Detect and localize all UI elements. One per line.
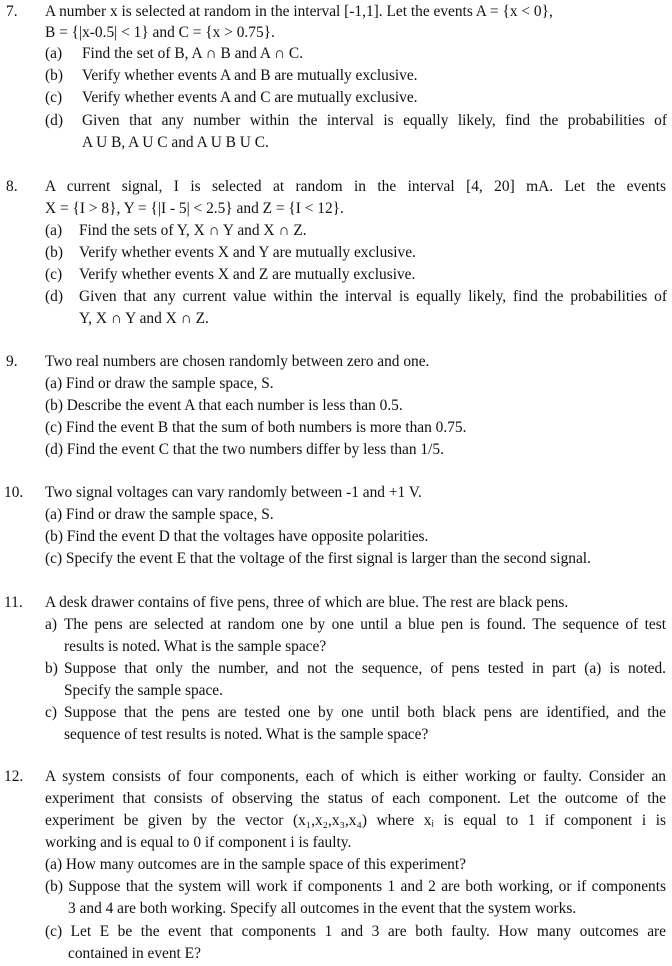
part-text: Given that any number within the interval is equally likely, find the probabilities of (82, 112, 667, 129)
part-label: a) (45, 616, 57, 633)
part-text: (b) Suppose that the system will work if components 1 and 2 are both working, or if components (45, 878, 666, 895)
part-text: Suppose that the pens are tested one by one until both black pens are identified, and the (64, 704, 666, 721)
part-text: (a) Find or draw the sample space, S. (45, 375, 274, 392)
part-text: (c) Specify the event E that the voltage of the first signal is larger than the second signal. (45, 550, 591, 567)
part-label: (c) (45, 89, 63, 106)
part-text: results is noted. What is the sample space? (64, 638, 327, 655)
part-label: (d) (45, 112, 63, 129)
question-number: 10. (4, 484, 24, 501)
question-stem: A current signal, I is selected at random in the interval [4, 20] mA. Let the events (45, 178, 666, 195)
question-number: 11. (4, 594, 23, 611)
question-stem: A number x is selected at random in the interval [-1,1]. Let the events A = {x < 0}, (45, 3, 553, 20)
question-stem: working and is equal to 0 if component i is faulty. (45, 834, 352, 851)
part-label: (d) (45, 288, 63, 305)
part-label: (c) (45, 266, 63, 283)
question-stem: experiment that consists of observing the status of each component. Let the outcome of the (45, 790, 666, 807)
part-text: Suppose that only the number, and not the sequence, of pens tested in part (a) is noted. (64, 660, 666, 677)
part-label: c) (45, 704, 57, 721)
part-text: Y, X ∩ Y and X ∩ Z. (79, 310, 209, 327)
part-text: (a) How many outcomes are in the sample space of this experiment? (45, 856, 466, 873)
part-text: Verify whether events A and B are mutually exclusive. (82, 67, 418, 84)
question-stem: experiment be given by the vector (x₁,x₂,x₃,x₄) where xᵢ is equal to 1 if component i is (45, 812, 666, 829)
part-text: (d) Find the event C that the two numbers differ by less than 1/5. (45, 441, 444, 458)
question-number: 7. (6, 3, 18, 20)
question-stem: Two signal voltages can vary randomly between -1 and +1 V. (45, 484, 422, 501)
question-number: 9. (6, 353, 18, 370)
part-text: (c) Find the event B that the sum of both numbers is more than 0.75. (45, 419, 467, 436)
part-text: contained in event E? (68, 945, 201, 962)
question-stem: A desk drawer contains of five pens, three of which are blue. The rest are black pens. (45, 594, 569, 611)
part-text: The pens are selected at random one by one until a blue pen is found. The sequence of test (64, 616, 666, 633)
part-label: (b) (45, 244, 63, 261)
part-label: (a) (45, 222, 63, 239)
part-label: (a) (45, 45, 63, 62)
part-label: b) (45, 660, 58, 677)
part-text: (c) Let E be the event that components 1 and 3 are both faulty. How many outcomes are (45, 923, 666, 940)
part-text: (b) Find the event D that the voltages have opposite polarities. (45, 528, 429, 545)
part-text: Verify whether events X and Y are mutually exclusive. (79, 244, 416, 261)
question-number: 12. (4, 768, 24, 785)
part-text: Given that any current value within the interval is equally likely, find the probabilities of (79, 288, 667, 305)
part-text: Specify the sample space. (64, 682, 223, 699)
part-text: Find the sets of Y, X ∩ Y and X ∩ Z. (79, 222, 307, 239)
part-text: 3 and 4 are both working. Specify all outcomes in the event that the system works. (68, 900, 577, 917)
question-stem: X = {I > 8}, Y = {|I - 5| < 2.5} and Z = {I < 12}. (45, 200, 344, 217)
part-text: sequence of test results is noted. What is the sample space? (64, 726, 429, 743)
part-text: Find the set of B, A ∩ B and A ∩ C. (82, 45, 304, 62)
question-stem: Two real numbers are chosen randomly between zero and one. (45, 353, 430, 370)
question-number: 8. (6, 178, 18, 195)
part-text: Verify whether events X and Z are mutually exclusive. (79, 266, 416, 283)
part-text: (a) Find or draw the sample space, S. (45, 506, 274, 523)
part-text: (b) Describe the event A that each number is less than 0.5. (45, 397, 403, 414)
part-text: A U B, A U C and A U B U C. (82, 134, 269, 151)
part-text: Verify whether events A and C are mutually exclusive. (82, 89, 418, 106)
question-stem: A system consists of four components, each of which is either working or faulty. Consider an (45, 768, 666, 785)
question-stem: B = {|x-0.5| < 1} and C = {x > 0.75}. (45, 24, 275, 41)
part-label: (b) (45, 67, 63, 84)
